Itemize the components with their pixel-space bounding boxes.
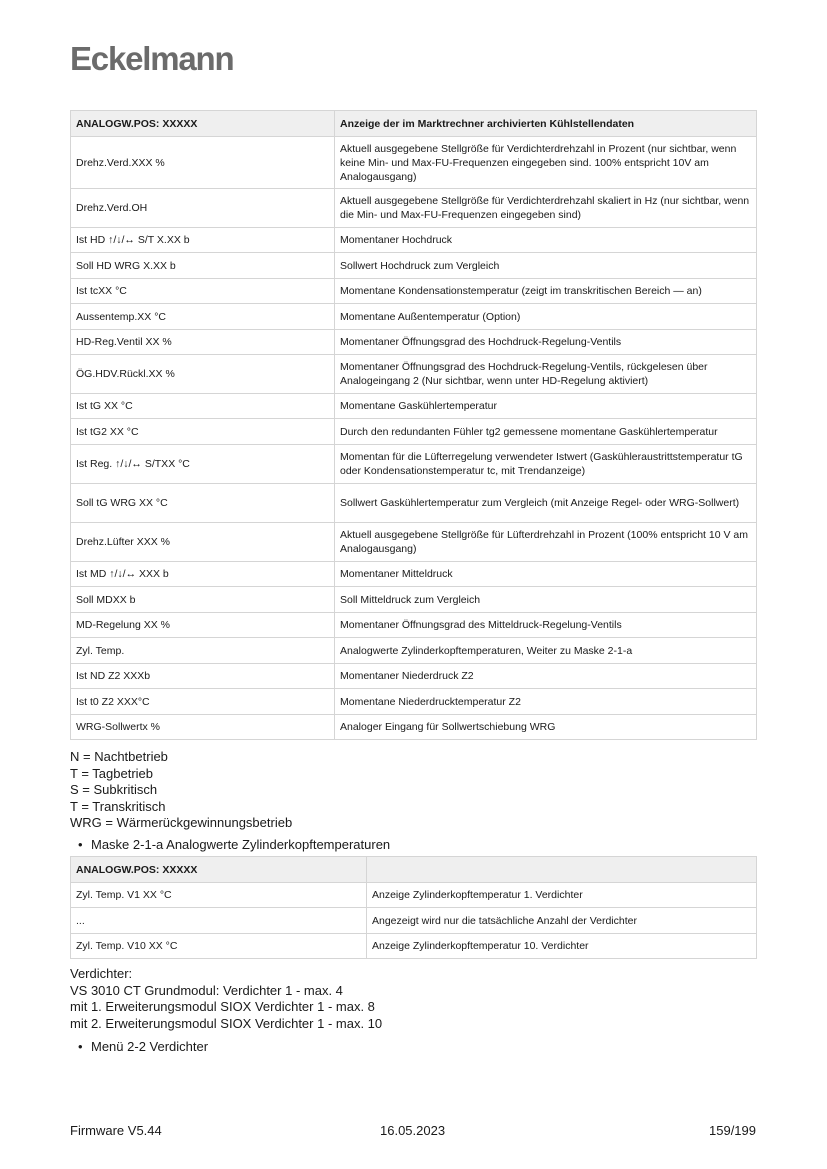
table-row [71,304,757,330]
header-cell [71,111,335,137]
description-cell [335,304,757,330]
table-row [71,664,757,689]
description-text: Momentaner Öffnungsgrad des Hochdruck-Regelung-Ventils, rückgelesen über Analogeingang 2 (Nur sichtbar, wenn unter HD-Regelung aktiviert) [340,361,708,387]
parameter-cell [71,279,335,304]
bullet-text: Maske 2-1-a Analogwerte Zylinderkopftemperaturen [91,837,391,852]
table-row [71,355,757,394]
header-cell [71,857,367,883]
parameter-cell [71,304,335,330]
table-row [71,484,757,523]
table-row [71,228,757,253]
description-cell [335,394,757,419]
bullet-text: Menü 2-2 Verdichter [91,1039,209,1054]
description-cell [335,484,757,523]
table-row [71,908,757,934]
legend [70,749,292,832]
table-row [71,883,757,908]
description-cell [335,228,757,253]
note-line: mit 2. Erweiterungsmodul SIOX Verdichter 1 - max. 10 [70,1015,383,1031]
parameter-cell [71,355,335,394]
note-line: mit 1. Erweiterungsmodul SIOX Verdichter 1 - max. 8 [70,999,375,1014]
parameter-text: Ist tcXX °C [76,285,127,297]
parameter-cell [71,253,335,279]
description-text: Momentaner Öffnungsgrad des Mitteldruck-Regelung-Ventils [340,619,622,631]
note-line: VS 3010 CT Grundmodul: Verdichter 1 - max. 4 [70,982,343,998]
description-text: Momentaner Niederdruck Z2 [340,670,474,682]
table-row [71,279,757,304]
description-text: Angezeigt wird nur die tatsächliche Anzahl der Verdichter [372,914,637,927]
table-row [71,189,757,228]
description-cell [335,689,757,715]
description-text: Durch den redundanten Fühler tg2 gemessene momentane Gaskühlertemperatur [340,425,718,438]
parameter-cell [71,394,335,419]
table-row [71,689,757,715]
description-cell [335,664,757,689]
parameter-cell [71,934,367,959]
parameter-text: Ist ND Z2 XXXb [76,670,151,682]
parameter-cell [71,228,335,253]
parameter-text: Zyl. Temp. V1 XX °C [76,889,172,901]
description-cell [335,445,757,484]
description-cell [335,587,757,613]
description-cell [335,189,757,228]
table-row [71,934,757,959]
table-row [71,137,757,189]
table-row [71,523,757,562]
parameter-text: Soll tG WRG XX °C [76,497,168,509]
legend-line: S = Subkritisch [70,782,158,797]
description-text: Aktuell ausgegebene Stellgröße für Verdichterdrehzahl skaliert in Hz (nur sichtbar, wenn die Min- und Max-FU-Frequenzen eingegeben sind) [340,195,750,221]
parameter-cell [71,562,335,587]
parameter-cell [71,638,335,664]
parameter-cell [71,689,335,715]
description-cell [335,279,757,304]
parameter-text: Drehz.Verd.OH [76,202,148,214]
description-text: Analoger Eingang für Sollwertschiebung WRG [340,721,556,733]
verdichter-notes [70,966,382,1032]
description-text: Anzeige Zylinderkopftemperatur 1. Verdichter [372,889,583,901]
description-cell [335,330,757,355]
analog-values-table [70,110,757,740]
parameter-cell [71,523,335,562]
table-row [71,445,757,484]
parameter-cell [71,484,335,523]
table-row [71,638,757,664]
parameter-cell [71,664,335,689]
legend-line: N = Nachtbetrieb [70,749,168,764]
parameter-text: Zyl. Temp. [76,644,125,657]
table-row [71,253,757,279]
legend-line: WRG = Wärmerückgewinnungsbetrieb [70,815,293,830]
table-row [71,419,757,445]
parameter-text: Soll HD WRG X.XX b [76,259,176,272]
description-text: Soll Mitteldruck zum Vergleich [340,593,481,606]
description-cell [335,137,757,189]
parameter-cell [71,137,335,189]
description-text: Sollwert Hochdruck zum Vergleich [340,259,500,272]
description-text: Aktuell ausgegebene Stellgröße für Verdichterdrehzahl in Prozent (nur sichtbar, wenn keine Min- und Max-FU-Frequenzen eingegeben sind. 100% entspricht 10V am Analogausgang) [340,142,737,183]
parameter-cell [71,715,335,740]
table-header-row [71,857,757,883]
description-text: Momentane Kondensationstemperatur (zeigt im transkritischen Bereich — an) [340,285,702,297]
parameter-cell [71,587,335,613]
description-text: Analogwerte Zylinderkopftemperaturen, Weiter zu Maske 2-1-a [340,644,633,657]
parameter-text: ÖG.HDV.Rückl.XX % [76,368,175,380]
description-text: Momentan für die Lüfterregelung verwendeter Istwert (Gaskühleraustrittstemperatur tG oder Kondensationstemperatur tc, mit Trendanzeige) [340,451,743,477]
description-cell [335,613,757,638]
parameter-text: ... [76,914,85,927]
parameter-text: Zyl. Temp. V10 XX °C [76,940,178,952]
description-text: Sollwert Gaskühlertemperatur zum Vergleich (mit Anzeige Regel- oder WRG-Sollwert) [340,497,740,509]
parameter-cell [71,330,335,355]
header-cell-text: ANALOGW.POS: XXXXX [76,863,198,876]
parameter-text: Ist tG2 XX °C [76,425,139,438]
header-cell-text [372,857,751,882]
description-cell [335,355,757,394]
description-text: Momentaner Hochdruck [340,234,453,246]
cylinder-head-table [70,856,757,959]
description-text: Momentaner Öffnungsgrad des Hochdruck-Regelung-Ventils [340,336,622,348]
description-cell [367,908,757,934]
parameter-cell [71,189,335,228]
table-row [71,562,757,587]
parameter-text: Ist tG XX °C [76,400,133,412]
eckelmann-logo: Eckelmann [70,40,234,77]
legend-line: T = Tagbetrieb [70,765,153,781]
description-cell [335,419,757,445]
table-row [71,330,757,355]
bullet-dot: • [78,837,83,852]
description-cell [367,934,757,959]
parameter-text: Drehz.Lüfter XXX % [76,536,170,548]
description-cell [367,883,757,908]
parameter-text: Drehz.Verd.XXX % [76,156,165,169]
description-cell [335,523,757,562]
header-cell-text: Anzeige der im Marktrechner archivierten Kühlstellendaten [340,117,635,130]
parameter-cell [71,908,367,934]
header-cell [367,857,757,883]
parameter-text: Ist Reg. ↑/↓/↔ S/TXX °C [76,458,190,470]
description-cell [335,562,757,587]
bullet-dot: • [78,1039,83,1054]
table-row [71,613,757,638]
parameter-text: Ist HD ↑/↓/↔ S/T X.XX b [76,234,190,246]
bullet-menu-2-2 [78,1039,208,1054]
description-cell [335,715,757,740]
parameter-cell [71,419,335,445]
table-row [71,394,757,419]
header-cell-text: ANALOGW.POS: XXXXX [76,117,198,130]
parameter-text: Ist t0 Z2 XXX°C [76,695,150,708]
description-text: Aktuell ausgegebene Stellgröße für Lüfterdrehzahl in Prozent (100% entspricht 10 V am Analogausgang) [340,529,748,555]
footer-page-number: 159/199 [709,1123,756,1138]
description-text: Momentane Gaskühlertemperatur [340,400,497,412]
description-text: Anzeige Zylinderkopftemperatur 10. Verdichter [372,940,589,952]
parameter-cell [71,613,335,638]
parameter-text: HD-Reg.Ventil XX % [76,336,172,348]
legend-line: T = Transkritisch [70,798,166,814]
description-text: Momentane Außentemperatur (Option) [340,310,521,323]
parameter-cell [71,445,335,484]
header-cell [335,111,757,137]
parameter-cell [71,883,367,908]
table-header-row [71,111,757,137]
parameter-text: WRG-Sollwertx % [76,721,161,733]
footer-date: 16.05.2023 [380,1123,446,1138]
table-row [71,715,757,740]
bullet-maske-2-1-a [78,837,390,852]
parameter-text: Aussentemp.XX °C [76,310,166,323]
note-line: Verdichter: [70,966,133,981]
parameter-text: MD-Regelung XX % [76,619,170,631]
parameter-text: Soll MDXX b [76,593,136,606]
description-text: Momentaner Mitteldruck [340,568,453,580]
description-cell [335,253,757,279]
footer-firmware: Firmware V5.44 [70,1123,162,1138]
table-row [71,587,757,613]
description-cell [335,638,757,664]
description-text: Momentane Niederdrucktemperatur Z2 [340,695,521,708]
parameter-text: Ist MD ↑/↓/↔ XXX b [76,568,169,580]
